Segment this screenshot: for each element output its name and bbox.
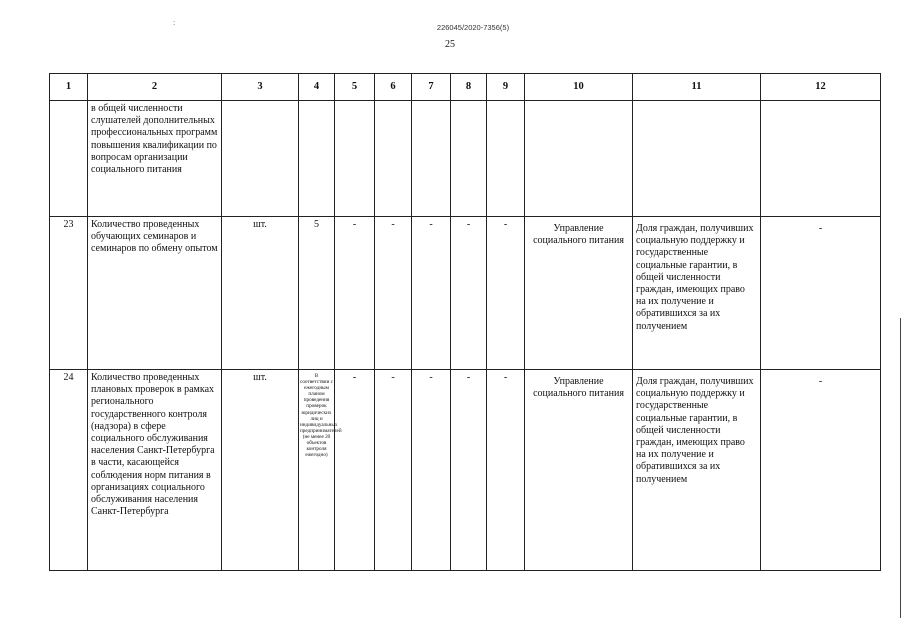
row-number-cell: 23: [50, 217, 88, 370]
page-number: 25: [445, 39, 455, 50]
value-cell: -: [412, 370, 451, 571]
note-cell: -: [761, 370, 881, 571]
column-header: 8: [451, 74, 487, 101]
column-header: 12: [761, 74, 881, 101]
note-cell: [761, 101, 881, 217]
unit-cell: шт.: [222, 217, 299, 370]
value-cell: -: [487, 370, 525, 571]
indicator-name-cell: в общей численности слушателей дополнительных профессиональных программ повышения квалификации по вопросам организации социального питания: [88, 101, 222, 217]
column-header: 6: [375, 74, 412, 101]
responsible-cell: Управление социального питания: [525, 370, 633, 571]
value-cell: [375, 101, 412, 217]
target-indicator-cell: [633, 101, 761, 217]
value-cell: [451, 101, 487, 217]
row-number-cell: [50, 101, 88, 217]
indicator-name-cell: Количество проведенных плановых проверок в рамках регионального государственного контроля (надзора) в сфере социального обслуживания населения Санкт-Петербурга в части, касающейся соблюдения норм питания в организациях социального обслуживания населения Санкт-Петербурга: [88, 370, 222, 571]
value-cell: [299, 101, 335, 217]
indicators-table: [49, 73, 881, 571]
column-header-row: [50, 74, 881, 101]
responsible-cell: Управление социального питания: [525, 217, 633, 370]
value-cell: -: [451, 370, 487, 571]
responsible-cell: [525, 101, 633, 217]
value-cell: -: [412, 217, 451, 370]
table-row: [50, 217, 881, 370]
value-cell: -: [335, 217, 375, 370]
scan-edge-line: [900, 318, 901, 618]
column-header: 7: [412, 74, 451, 101]
column-header: 9: [487, 74, 525, 101]
value-cell: -: [451, 217, 487, 370]
value-cell: [487, 101, 525, 217]
value-cell: [412, 101, 451, 217]
column-header: 2: [88, 74, 222, 101]
column-header: 3: [222, 74, 299, 101]
indicator-name-cell: Количество проведенных обучающих семинаров и семинаров по обмену опытом: [88, 217, 222, 370]
column-header: 5: [335, 74, 375, 101]
column-header: 10: [525, 74, 633, 101]
table-row: [50, 370, 881, 571]
stray-mark: :: [173, 18, 176, 27]
value-cell: -: [487, 217, 525, 370]
value-cell-note: В соответствии с ежегодным планом проведения проверок юридических лиц и индивидуальных предпринимателей (не менее 20 объектов контроля ежегодно): [299, 370, 335, 571]
column-header: 4: [299, 74, 335, 101]
note-cell: -: [761, 217, 881, 370]
value-cell: [335, 101, 375, 217]
column-header: 11: [633, 74, 761, 101]
unit-cell: [222, 101, 299, 217]
value-cell: -: [335, 370, 375, 571]
row-number-cell: 24: [50, 370, 88, 571]
unit-cell: шт.: [222, 370, 299, 571]
target-indicator-cell: Доля граждан, получивших социальную поддержку и государственные социальные гарантии, в общей численности граждан, имеющих право на их получение и обратившихся за их получением: [633, 217, 761, 370]
value-cell: 5: [299, 217, 335, 370]
value-cell: -: [375, 217, 412, 370]
table-row: [50, 101, 881, 217]
target-indicator-cell: Доля граждан, получивших социальную поддержку и государственные социальные гарантии, в общей численности граждан, имеющих право на их получение и обратившихся за их получением: [633, 370, 761, 571]
column-header: 1: [50, 74, 88, 101]
value-cell: -: [375, 370, 412, 571]
document-id: 226045/2020-7356(5): [436, 23, 510, 32]
